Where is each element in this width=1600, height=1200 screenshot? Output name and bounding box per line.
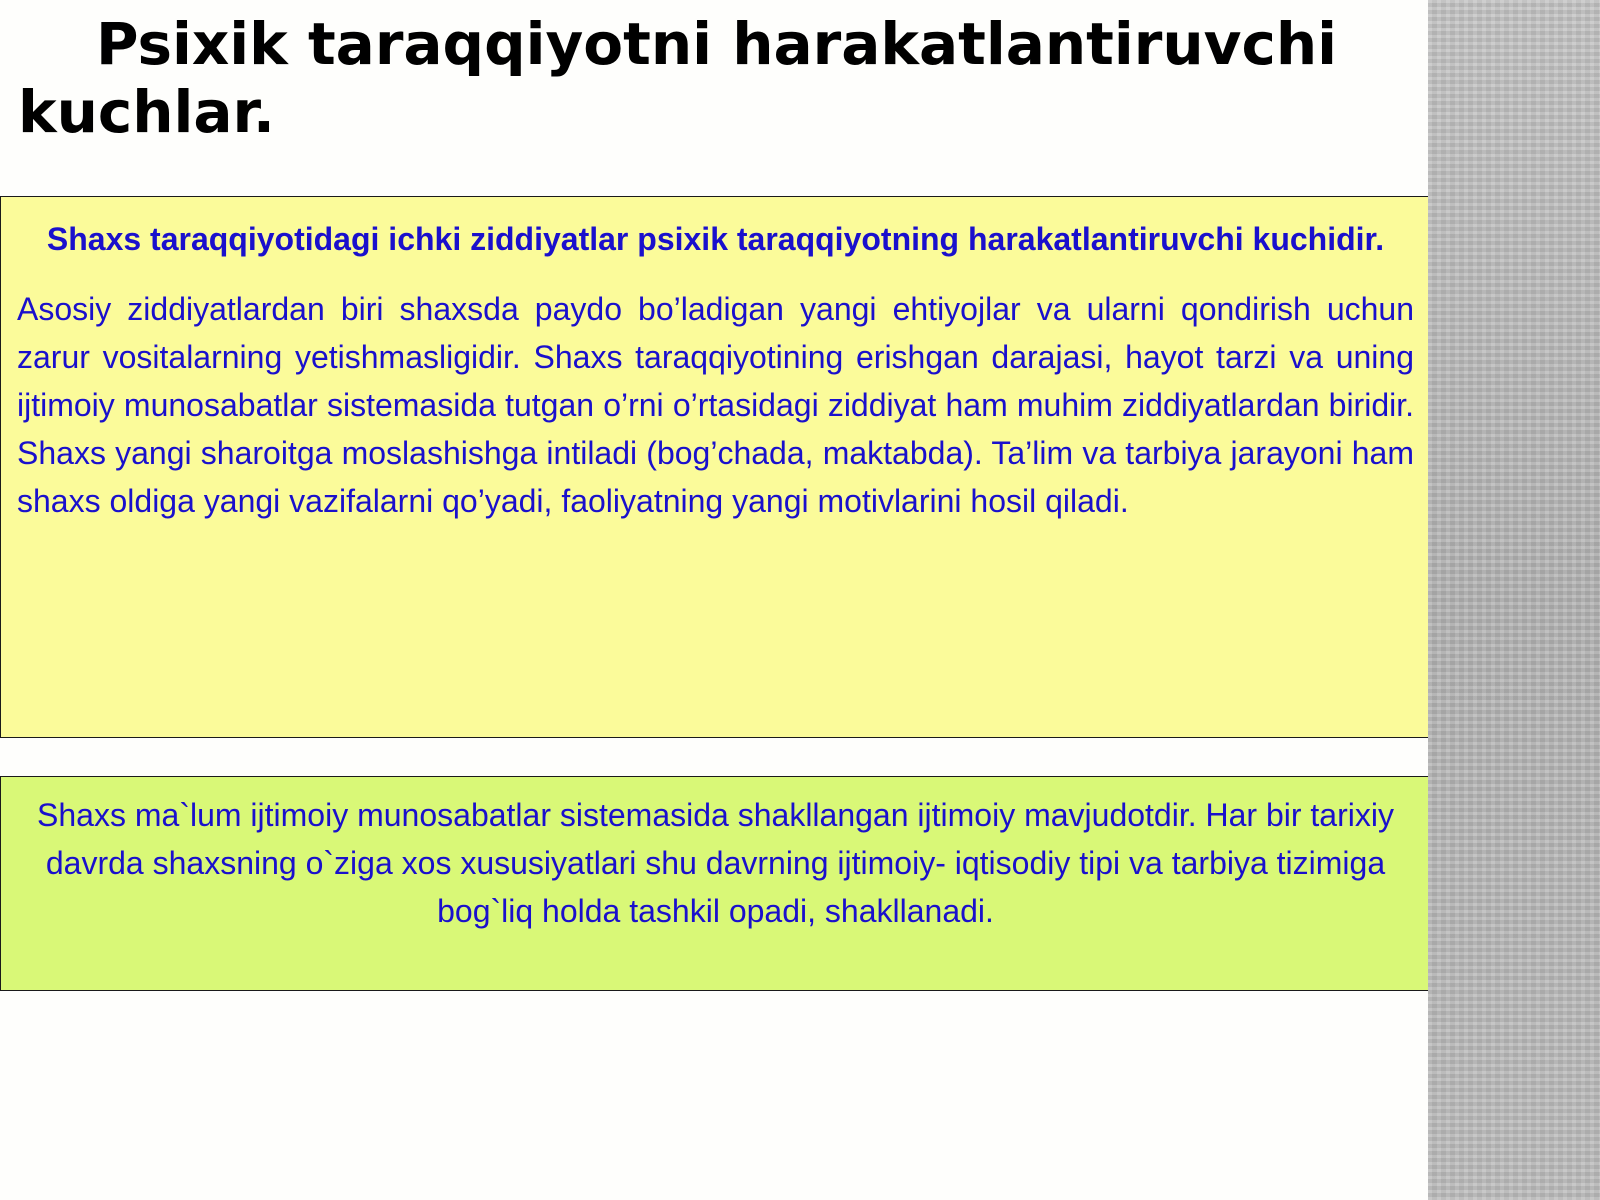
yellow-box-heading: Shaxs taraqqiyotidagi ichki ziddiyatlar psixik taraqqiyotning harakatlantiruvchi kuchidir. <box>46 221 1385 257</box>
green-text-box <box>0 776 1431 991</box>
yellow-text-box <box>0 196 1431 738</box>
decorative-side-panel <box>1428 0 1600 1200</box>
slide-title: Psixik taraqqiyotni harakatlantiruvchi kuchlar. <box>18 10 1337 146</box>
yellow-box-paragraph: Asosiy ziddiyatlardan biri shaxsda paydo bo’ladigan yangi ehtiyojlar va ularni qondirish uchun zarur vositalarning yetishmasligidir. Shaxs taraqqiyotining erishgan darajasi, hayot tarzi va uning ijtimoiy munosabatlar sistemasida tutgan o’rni o’rtasidagi ziddiyat ham muhim ziddiyatlardan biridir. Shaxs yangi sharoitga moslashishga intiladi (bog’chada, maktabda). Ta’lim va tarbiya jarayoni ham shaxs oldiga yangi vazifalarni qo’yadi, faoliyatning yangi motivlarini hosil qiladi. <box>17 291 1414 519</box>
green-box-paragraph: Shaxs ma`lum ijtimoiy munosabatlar sistemasida shakllangan ijtimoiy mavjudotdir. Har bir tarixiy davrda shaxsning o`ziga xos xususiyatlari shu davrning ijtimoiy- iqtisodiy tipi va tarbiya tizimiga bog`liq holda tashkil opadi, shakllanadi. <box>37 797 1394 929</box>
